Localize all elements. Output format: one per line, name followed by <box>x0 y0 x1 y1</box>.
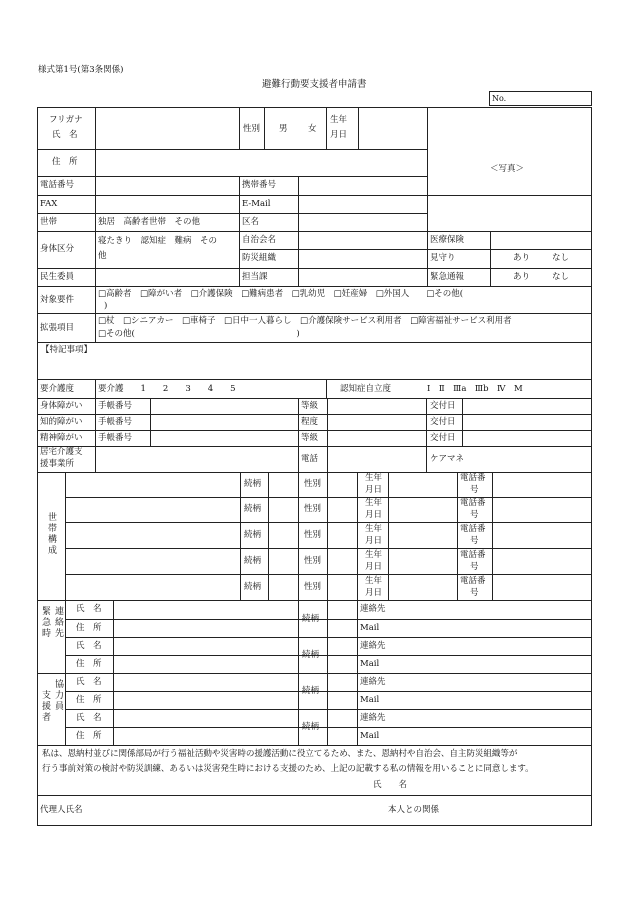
special-notes-field[interactable] <box>39 358 589 377</box>
furigana-label: フリガナ <box>49 115 83 125</box>
family-phone-label-1a: 電話番 <box>460 473 486 483</box>
proxy-relation-field[interactable] <box>450 800 585 820</box>
emergency-name-label-1: 氏 名 <box>76 604 102 614</box>
proxy-relation-label: 本人との関係 <box>388 805 440 815</box>
intellectual-issue-label: 交付日 <box>430 417 456 427</box>
gender-male[interactable]: 男 <box>279 124 288 134</box>
supporter-name-label-1: 氏 名 <box>76 677 102 687</box>
intellectual-degree-label: 程度 <box>301 417 319 427</box>
form-table <box>37 107 592 826</box>
proxy-name-label: 代理人氏名 <box>40 805 83 815</box>
family-relation-label-1: 続柄 <box>244 479 262 489</box>
family-phone-label-2a: 電話番 <box>460 498 486 508</box>
family-birth-label-1a: 生年 <box>365 473 383 483</box>
extension-label: 拡張項目 <box>40 323 75 333</box>
watch-no[interactable]: なし <box>552 253 570 263</box>
care-office-tel-label: 電話 <box>301 454 319 464</box>
supporter-relation-label-2: 続柄 <box>302 722 320 732</box>
consent-signature-field[interactable] <box>420 777 585 793</box>
intellectual-label: 知的障がい <box>40 417 83 427</box>
consent-text-2: 行う事前対策の検討や防災訓練、あるいは災害発生時における支援のため、上記の記載する私の情報を用いることに同意します。 <box>42 764 534 774</box>
proxy-name-field[interactable] <box>90 800 370 820</box>
care-office-label-1: 居宅介護支 <box>40 447 83 457</box>
family-relation-label-2: 続柄 <box>244 504 262 514</box>
family-relation-label-4: 続柄 <box>244 556 262 566</box>
family-birth-label-1b: 月日 <box>365 485 383 495</box>
emergency-mail-label-2: Mail <box>360 659 380 669</box>
emergency-mail-label-1: Mail <box>360 623 380 633</box>
emergency-relation-label-2: 続柄 <box>302 650 320 660</box>
disaster-org-label: 防災組織 <box>242 253 277 263</box>
welfare-commissioner-label: 民生委員 <box>40 272 75 282</box>
target-label: 対象要件 <box>40 295 75 305</box>
category-label: 身体区分 <box>40 244 75 254</box>
mobile-label: 携帯番号 <box>242 180 277 190</box>
family-phone-label-1b: 号 <box>470 485 479 495</box>
gender-label: 性別 <box>243 124 261 134</box>
birth-label-1: 生年 <box>330 115 348 125</box>
watch-label: 見守り <box>430 253 456 263</box>
special-notes-label: 【特記事項】 <box>41 345 93 355</box>
intellectual-handbook-label: 手帳番号 <box>98 417 133 427</box>
care-office-label-2: 援事業所 <box>40 459 75 469</box>
care-level-label: 要介護度 <box>40 384 75 394</box>
emergency-report-no[interactable]: なし <box>552 272 570 282</box>
mental-issue-label: 交付日 <box>430 433 456 443</box>
physical-grade-label: 等級 <box>301 401 319 411</box>
birth-field[interactable] <box>360 109 425 147</box>
family-relation-label-5: 続柄 <box>244 582 262 592</box>
emergency-relation-label-1: 続柄 <box>302 614 320 624</box>
family-phone-label-4a: 電話番 <box>460 550 486 560</box>
target-options[interactable]: □高齢者 □障がい者 □介護保険 □難病患者 □乳幼児 □妊産婦 □外国人 □その他( <box>98 289 464 299</box>
consent-signature-label: 氏 名 <box>373 780 408 790</box>
physical-handbook-label: 手帳番号 <box>98 401 133 411</box>
care-level-options[interactable]: 要介護 1 2 3 4 5 <box>98 384 236 394</box>
email-label: E-Mail <box>242 199 271 209</box>
emergency-contact-label-2: 連絡先 <box>360 641 386 651</box>
category-options-cont: 他 <box>98 251 107 261</box>
family-relation-label-3: 続柄 <box>244 530 262 540</box>
birth-label-2: 月日 <box>330 130 348 140</box>
family-gender-label-4: 性別 <box>304 556 322 566</box>
family-gender-label-1: 性別 <box>304 479 322 489</box>
neighborhood-label: 自治会名 <box>242 235 277 245</box>
extension-options-other[interactable]: □その他( ) <box>98 329 300 339</box>
family-phone-label-2b: 号 <box>470 510 479 520</box>
physical-label: 身体障がい <box>40 401 83 411</box>
supporter-relation-label-1: 続柄 <box>302 686 320 696</box>
family-birth-label-3a: 生年 <box>365 524 383 534</box>
watch-yes[interactable]: あり <box>513 253 531 263</box>
supporter-mail-label-1: Mail <box>360 695 380 705</box>
household-options[interactable]: 独居 高齢者世帯 その他 <box>98 217 201 227</box>
target-options-close: ) <box>104 301 108 311</box>
dementia-label: 認知症自立度 <box>340 384 392 394</box>
district-label: 区名 <box>242 217 260 227</box>
family-gender-label-5: 性別 <box>304 582 322 592</box>
dementia-options[interactable]: Ⅰ Ⅱ Ⅲa Ⅲb Ⅳ M <box>427 384 523 394</box>
family-phone-label-5b: 号 <box>470 588 479 598</box>
category-options[interactable]: 寝たきり 認知症 難病 その <box>98 236 218 246</box>
family-birth-label-4a: 生年 <box>365 550 383 560</box>
emergency-report-label: 緊急通報 <box>430 272 465 282</box>
name-field[interactable] <box>97 109 237 147</box>
family-phone-label-4b: 号 <box>470 562 479 572</box>
family-birth-label-5a: 生年 <box>365 576 383 586</box>
supporters-section-label-1: 協力員 <box>53 679 63 712</box>
mental-grade-label: 等級 <box>301 433 319 443</box>
family-birth-label-3b: 月日 <box>365 536 383 546</box>
family-phone-label-3a: 電話番 <box>460 524 486 534</box>
emergency-name-label-2: 氏 名 <box>76 641 102 651</box>
supporter-mail-label-2: Mail <box>360 731 380 741</box>
address-field[interactable] <box>97 151 425 174</box>
family-section-label: 世帯構成 <box>46 512 56 556</box>
supporter-contact-label-1: 連絡先 <box>360 677 386 687</box>
staff-label: 担当課 <box>242 272 268 282</box>
supporter-address-label-1: 住 所 <box>76 695 102 705</box>
form-number: 様式第1号(第3条関係) <box>38 65 124 75</box>
emergency-address-label-1: 住 所 <box>76 623 102 633</box>
family-gender-label-2: 性別 <box>304 504 322 514</box>
phone-label: 電話番号 <box>40 180 75 190</box>
medical-insurance-label: 医療保険 <box>430 235 465 245</box>
household-label: 世帯 <box>40 217 58 227</box>
family-birth-label-2b: 月日 <box>365 510 383 520</box>
supporter-contact-label-2: 連絡先 <box>360 713 386 723</box>
physical-issue-label: 交付日 <box>430 401 456 411</box>
family-birth-label-4b: 月日 <box>365 562 383 572</box>
mental-label: 精神障がい <box>40 433 83 443</box>
number-label: No. <box>492 94 507 103</box>
address-label: 住 所 <box>52 157 78 167</box>
supporters-section-label-2: 支援者 <box>40 690 50 723</box>
emergency-section-label-2: 緊急時 <box>40 606 50 639</box>
family-phone-label-3b: 号 <box>470 536 479 546</box>
emergency-report-yes[interactable]: あり <box>513 272 531 282</box>
extension-options[interactable]: □杖 □シニアカー □車椅子 □日中一人暮らし □介護保険サービス利用者 □障害福祉サービス利用者 <box>98 316 512 326</box>
emergency-contact-label-1: 連絡先 <box>360 604 386 614</box>
care-manager-label: ケアマネ <box>430 454 465 464</box>
gender-female[interactable]: 女 <box>308 124 317 134</box>
name-label: 氏 名 <box>52 130 78 140</box>
emergency-section-label-1: 連絡先 <box>53 606 63 639</box>
consent-text-1: 私は、恩納村並びに関係部局が行う福祉活動や災害時の援護活動に役立てるため、また、恩納村や自治会、自主防災組織等が <box>42 749 518 759</box>
photo-area: ＜写真＞ <box>490 164 525 174</box>
family-phone-label-5a: 電話番 <box>460 576 486 586</box>
form-title: 避難行動要支援者申請書 <box>262 79 367 90</box>
family-birth-label-5b: 月日 <box>365 588 383 598</box>
emergency-address-label-2: 住 所 <box>76 659 102 669</box>
mental-handbook-label: 手帳番号 <box>98 433 133 443</box>
supporter-address-label-2: 住 所 <box>76 731 102 741</box>
supporter-name-label-2: 氏 名 <box>76 713 102 723</box>
family-birth-label-2a: 生年 <box>365 498 383 508</box>
family-gender-label-3: 性別 <box>304 530 322 540</box>
fax-label: FAX <box>40 199 58 209</box>
